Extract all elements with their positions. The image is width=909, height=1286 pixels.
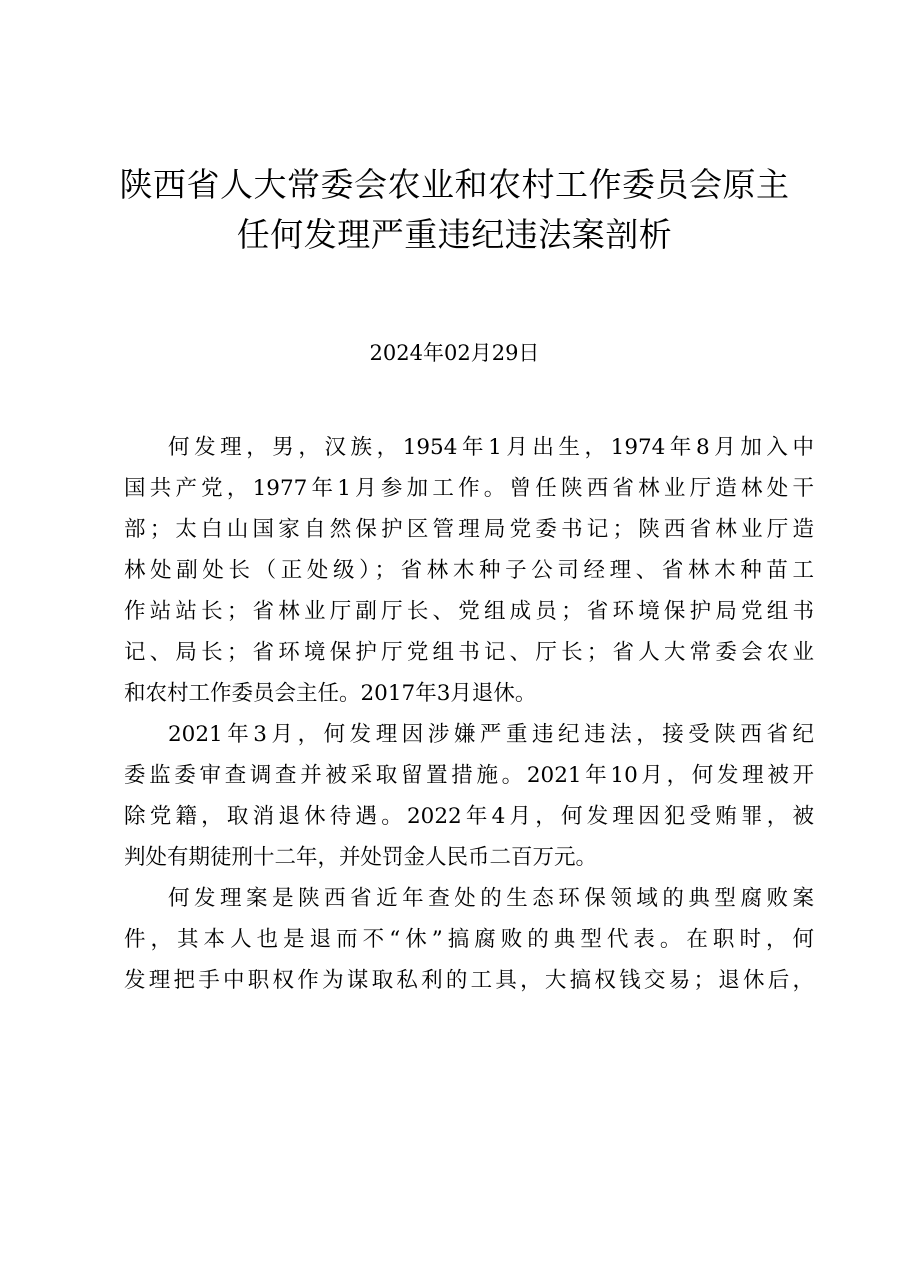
- text-line: 作站站长；省林业厅副厅长、党组成员；省环境保护局党组书: [124, 599, 814, 624]
- text-line: 除党籍，取消退休待遇。2022年4月，何发理因犯受贿罪，被: [124, 804, 814, 829]
- text-line: 何发理，男，汉族，1954年1月出生，1974年8月加入中: [168, 435, 814, 460]
- text-line: 和农村工作委员会主任。2017年3月退休。: [124, 681, 537, 706]
- text-line: 何发理案是陕西省近年查处的生态环保领域的典型腐败案: [168, 886, 814, 911]
- text-line: 判处有期徒刑十二年，并处罚金人民币二百万元。: [124, 845, 598, 870]
- title-line: 陕西省人大常委会农业和农村工作委员会原主: [119, 165, 790, 204]
- publish-date: 2024年02月29日: [369, 341, 540, 365]
- text-line: 委监委审查调查并被采取留置措施。2021年10月，何发理被开: [124, 763, 814, 788]
- text-line: 部；太白山国家自然保护区管理局党委书记；陕西省林业厅造: [124, 517, 814, 542]
- text-line: 发理把手中职权作为谋取私利的工具，大搞权钱交易；退休后，: [124, 968, 814, 993]
- text-line: 2021年3月，何发理因涉嫌严重违纪违法，接受陕西省纪: [168, 722, 814, 747]
- article-body: [124, 427, 814, 1001]
- title-line: 任何发理严重违纪违法案剖析: [236, 215, 673, 254]
- document-title: [100, 160, 809, 260]
- text-line: 记、局长；省环境保护厅党组书记、厅长；省人大常委会农业: [124, 640, 814, 665]
- paragraph-analysis: [124, 878, 814, 1001]
- text-line: 林处副处长（正处级）；省林木种子公司经理、省林木种苗工: [124, 558, 814, 583]
- paragraph-investigation: [124, 714, 814, 878]
- text-line: 国共产党，1977年1月参加工作。曾任陕西省林业厅造林处干: [124, 476, 814, 501]
- paragraph-biography: [124, 427, 814, 714]
- text-line: 件，其本人也是退而不“休”搞腐败的典型代表。在职时，何: [124, 927, 814, 952]
